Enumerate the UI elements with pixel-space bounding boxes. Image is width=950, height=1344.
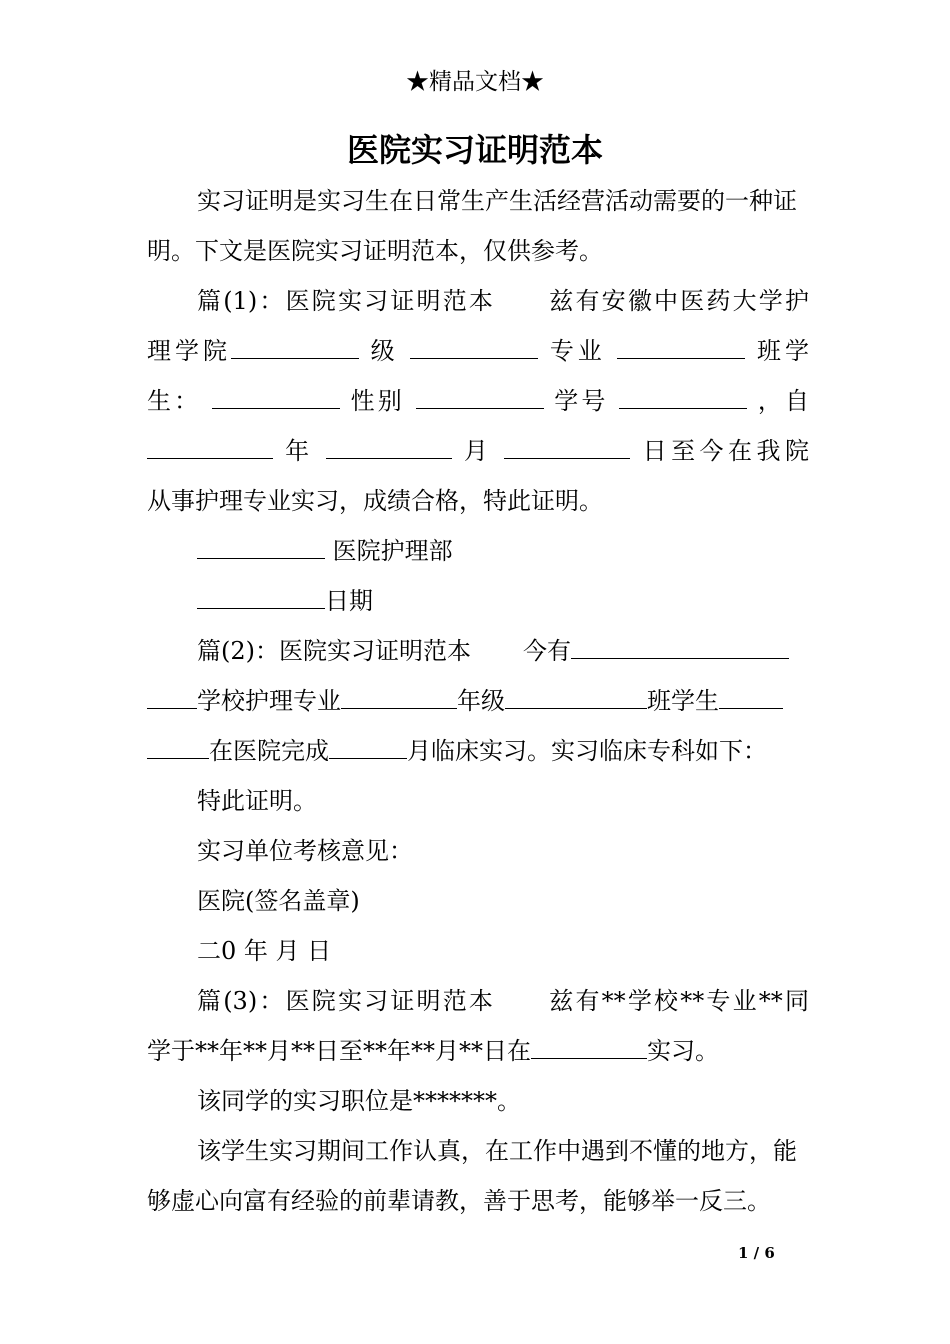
section2-heading: 篇(2)：医院实习证明范本: [197, 637, 471, 665]
blank-field: [197, 586, 325, 609]
section2-seal: 医院(签名盖章): [197, 887, 360, 915]
section3-heading: 篇(3)：医院实习证明范本: [197, 987, 496, 1015]
section3-heading-line: 篇(3)：医院实习证明范本 兹有**学校**专业**同: [197, 987, 809, 1015]
section2-date: 二0 年 月 日: [197, 937, 332, 965]
blank-field: [410, 336, 538, 359]
section1-line3: 生： 性别 学号 ，自: [147, 387, 809, 415]
blank-field: [617, 336, 745, 359]
blank-field: [329, 736, 407, 759]
document-title: 医院实习证明范本: [346, 131, 603, 169]
blank-field: [505, 686, 647, 709]
section3-line2: 学于**年**月**日至**年**月**日在 实习。: [147, 1037, 719, 1065]
blank-field: [231, 336, 359, 359]
signature-dept-line: [147, 526, 809, 576]
document-body: [147, 176, 809, 1226]
section2-opinion: 实习单位考核意见：: [197, 837, 413, 865]
intro-paragraph: 实习证明是实习生在日常生产生活经营活动需要的一种证明。下文是医院实习证明范本，仅供参考。: [147, 187, 797, 265]
section1-heading-line: [147, 276, 809, 326]
page-number: 1 / 6: [738, 1244, 775, 1262]
section2-line3: 在医院完成 月临床实习。实习临床专科如下：: [147, 726, 809, 776]
blank-field: [416, 386, 544, 409]
section1-heading: 篇(1)：医院实习证明范本: [197, 287, 496, 315]
signature-date: 日期: [325, 587, 373, 615]
section1-line4: 年 月 日至今在我院: [147, 426, 809, 476]
section3-position: 该同学的实习职位是*******。: [197, 1087, 521, 1115]
blank-field: [531, 1036, 647, 1059]
blank-field: [326, 436, 452, 459]
section1-line5: 从事护理专业实习，成绩合格，特此证明。: [147, 487, 603, 515]
blank-field: [619, 386, 747, 409]
blank-field: [197, 536, 325, 559]
blank-field: [147, 686, 197, 709]
section1-lead: 兹有安徽中医药大学护: [547, 287, 809, 315]
blank-field: [719, 686, 783, 709]
signature-dept: 医院护理部: [332, 537, 453, 565]
signature-date-line: [147, 576, 809, 626]
page-header: ★精品文档★: [406, 69, 544, 95]
section2-line2: 学校护理专业 年级 班学生: [147, 676, 809, 726]
blank-field: [504, 436, 630, 459]
section2-certify: 特此证明。: [197, 787, 317, 815]
section1-line2: 理学院 级 专业 班学: [147, 337, 810, 365]
blank-field: [147, 436, 273, 459]
blank-field: [212, 386, 340, 409]
blank-field: [571, 636, 789, 659]
blank-field: [147, 736, 209, 759]
section2-heading-line: 篇(2)：医院实习证明范本 今有: [147, 626, 809, 676]
blank-field: [341, 686, 457, 709]
section3-evaluation: 该学生实习期间工作认真，在工作中遇到不懂的地方，能够虚心向富有经验的前辈请教，善于思考，能够举一反三。: [147, 1137, 797, 1215]
